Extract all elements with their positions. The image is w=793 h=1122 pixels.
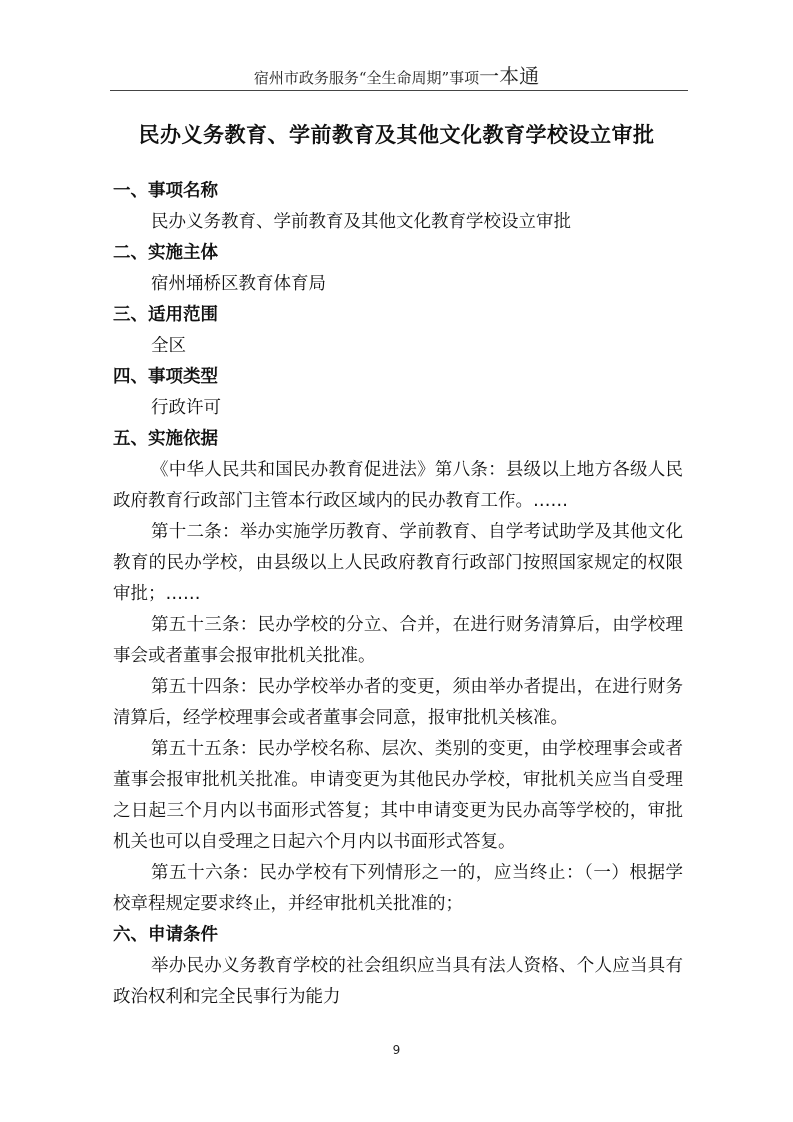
section-text: 民办义务教育、学前教育及其他文化教育学校设立审批 (151, 212, 571, 232)
document-title: 民办义务教育、学前教育及其他文化教育学校设立审批 (138, 123, 655, 147)
section-heading: 一、事项名称 (113, 181, 218, 201)
section-heading: 三、适用范围 (113, 305, 218, 325)
paragraph: 第五十三条：民办学校的分立、合并，在进行财务清算后，由学校理事会或者董事会报审批机关批准。 (113, 615, 683, 666)
page-header (0, 60, 793, 89)
section-heading: 四、事项类型 (113, 367, 218, 387)
header-text: 宿州市政务服务“全生命周期”事项 (253, 69, 480, 87)
paragraph: 举办民办义务教育学校的社会组织应当具有法人资格、个人应当具有政治权利和完全民事行为能力 (113, 956, 683, 1007)
paragraph: 第十二条：举办实施学历教育、学前教育、自学考试助学及其他文化教育的民办学校，由县级以上人民政府教育行政部门按照国家规定的权限审批；…… (113, 522, 683, 604)
header-rule (110, 90, 688, 91)
section-text: 全区 (151, 336, 186, 356)
section-heading: 六、申请条件 (113, 925, 218, 945)
document-body (113, 176, 683, 1013)
paragraph: 第五十四条：民办学校举办者的变更，须由举办者提出，在进行财务清算后，经学校理事会或者董事会同意，报审批机关核准。 (113, 677, 683, 728)
paragraph: 第五十六条：民办学校有下列情形之一的，应当终止：（一）根据学校章程规定要求终止，并经审批机关批准的； (113, 863, 683, 914)
header-text-large: 一本通 (479, 64, 540, 88)
section-heading: 二、实施主体 (113, 243, 218, 263)
page-number: 9 (392, 1043, 401, 1057)
section-heading: 五、实施依据 (113, 429, 218, 449)
section-text: 行政许可 (151, 398, 221, 418)
paragraph: 第五十五条：民办学校名称、层次、类别的变更，由学校理事会或者董事会报审批机关批准。申请变更为其他民办学校，审批机关应当自受理之日起三个月内以书面形式答复；其中申请变更为民办高等学校的，审批机关也可以自受理之日起六个月内以书面形式答复。 (113, 739, 683, 852)
section-text: 宿州埇桥区教育体育局 (151, 274, 326, 294)
paragraph: 《中华人民共和国民办教育促进法》第八条：县级以上地方各级人民政府教育行政部门主管本行政区域内的民办教育工作。…… (113, 460, 683, 511)
